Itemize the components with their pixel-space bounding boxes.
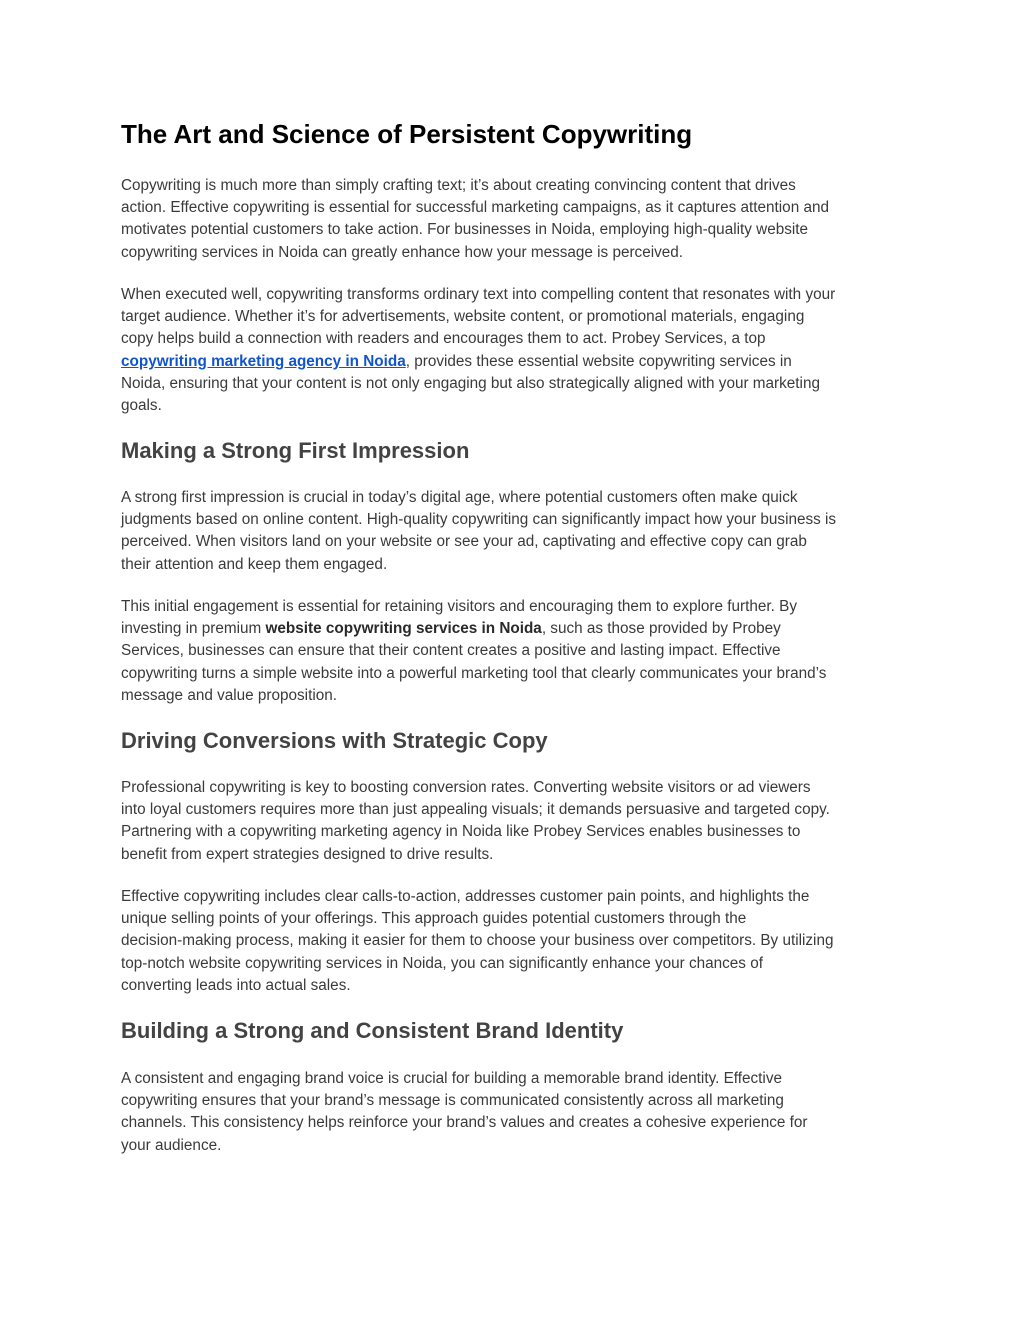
- text-line: A strong first impression is crucial in today’s digital age, where potential customers often make quick: [121, 489, 798, 506]
- text-line: into loyal customers requires more than just appealing visuals; it demands persuasive and targeted copy.: [121, 801, 830, 819]
- conversions-paragraph-1: [121, 777, 911, 866]
- text-line: Effective copywriting includes clear calls-to-action, addresses customer pain points, and highlights the: [121, 888, 810, 905]
- text-line: decision-making process, making it easier for them to choose your business over competitors. By utilizing: [121, 932, 834, 950]
- brand-identity-paragraph-1: [121, 1068, 911, 1157]
- text-line: When executed well, copywriting transforms ordinary text into compelling content that resonates with your: [121, 286, 836, 303]
- text-line: converting leads into actual sales.: [121, 976, 351, 994]
- text-line: Copywriting is much more than simply crafting text; it’s about creating convincing content that drives: [121, 177, 796, 194]
- intro-paragraph-1: [121, 175, 911, 264]
- text-line: benefit from expert strategies designed to drive results.: [121, 845, 494, 863]
- bold-keyword: website copywriting services in Noida: [265, 620, 542, 638]
- text-line: A consistent and engaging brand voice is crucial for building a memorable brand identity. Effective: [121, 1070, 782, 1087]
- text-line: unique selling points of your offerings. This approach guides potential customers through the: [121, 910, 747, 928]
- text-line: Professional copywriting is key to boosting conversion rates. Converting website visitors or ad viewers: [121, 779, 811, 796]
- text-segment: , provides these essential website copywriting services in: [405, 352, 792, 370]
- text-line: their attention and keep them engaged.: [121, 555, 388, 573]
- agency-link[interactable]: copywriting marketing agency in Noida: [121, 352, 406, 370]
- text-line: copywriting ensures that your brand’s message is communicated consistently across all marketing: [121, 1092, 784, 1110]
- text-line: [121, 351, 911, 373]
- first-impression-paragraph-1: [121, 487, 911, 576]
- text-line: perceived. When visitors land on your website or see your ad, captivating and effective copy can grab: [121, 533, 807, 551]
- text-line: action. Effective copywriting is essential for successful marketing campaigns, as it captures attention and: [121, 199, 829, 217]
- text-line: Services, businesses can ensure that their content creates a positive and lasting impact. Effective: [121, 642, 781, 660]
- text-segment: investing in premium: [121, 620, 266, 638]
- text-line: Noida, ensuring that your content is not only engaging but also strategically aligned with your marketing: [121, 374, 820, 392]
- text-line: channels. This consistency helps reinforce your brand’s values and creates a cohesive experience for: [121, 1114, 808, 1132]
- text-line: target audience. Whether it’s for advertisements, website content, or promotional materials, engaging: [121, 308, 805, 326]
- text-line: Partnering with a copywriting marketing agency in Noida like Probey Services enables businesses to: [121, 823, 801, 841]
- intro-paragraph-2: [121, 284, 911, 417]
- section-heading-brand-identity: Building a Strong and Consistent Brand Identity: [121, 1018, 624, 1043]
- text-line: message and value proposition.: [121, 686, 337, 704]
- text-line: [121, 618, 911, 640]
- first-impression-paragraph-2: [121, 596, 911, 707]
- text-line: copywriting turns a simple website into a powerful marketing tool that clearly communicates your brand’s: [121, 664, 827, 682]
- text-line: copy helps build a connection with readers and encourages them to act. Probey Services, a top: [121, 330, 766, 348]
- section-heading-driving-conversions: Driving Conversions with Strategic Copy: [121, 728, 548, 753]
- section-heading-first-impression: Making a Strong First Impression: [121, 438, 470, 463]
- page-title: The Art and Science of Persistent Copywriting: [121, 119, 693, 149]
- text-line: top-notch website copywriting services in Noida, you can significantly enhance your chances of: [121, 954, 763, 972]
- conversions-paragraph-2: [121, 886, 911, 997]
- text-line: This initial engagement is essential for retaining visitors and encouraging them to explore further. By: [121, 598, 797, 615]
- text-segment: , such as those provided by Probey: [541, 620, 781, 638]
- text-line: goals.: [121, 397, 162, 415]
- text-line: your audience.: [121, 1136, 222, 1154]
- text-line: motivates potential customers to take action. For businesses in Noida, employing high-quality website: [121, 221, 809, 239]
- text-line: judgments based on online content. High-quality copywriting can significantly impact how your business is: [121, 511, 837, 529]
- text-line: copywriting services in Noida can greatly enhance how your message is perceived.: [121, 243, 684, 261]
